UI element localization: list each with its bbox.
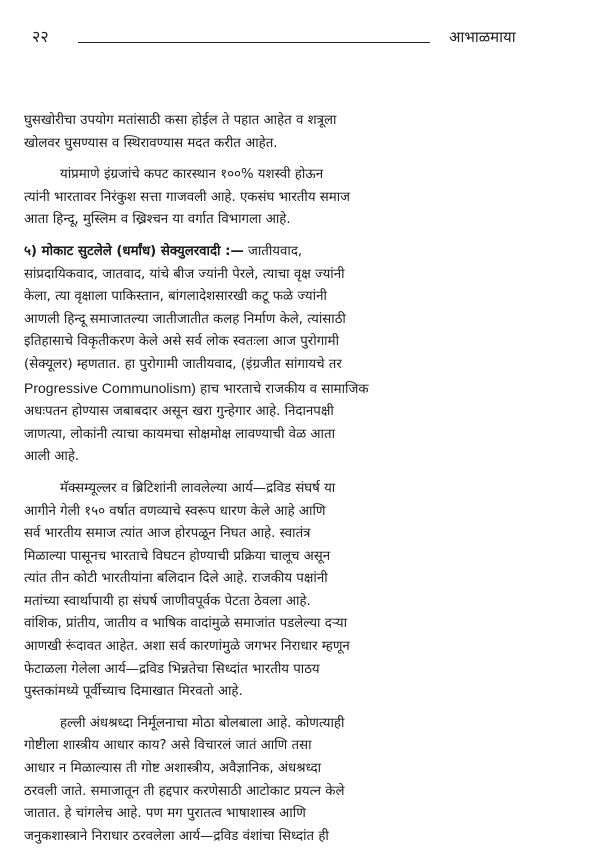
- line-tail: हाच भारताचे राजकीय व सामाजिक: [195, 381, 369, 397]
- text-line: इतिहासाचे विकृतीकरण केले असे सर्व लोक स्वतःला आज पुरोगामी: [24, 334, 340, 350]
- text-line: जातात. हे चांगलेच आहे. पण मग पुरातत्व भाषाशास्त्र आणि: [24, 806, 306, 822]
- text-line: (सेक्यूलर) म्हणतात. हा पुरोगामी जातीयवाद, (इंग्रजीत सांगायचे तर: [24, 356, 342, 372]
- text-line: मिळाल्या पासूनच भारताचे विघटन होण्याची प्रक्रिया चालूच असून: [24, 548, 331, 564]
- paragraph-5: [24, 713, 572, 849]
- text-line: सांप्रदायिकवाद, जातवाद, यांचे बीज ज्यांनी पेरले, त्याचा वृक्ष ज्यांनी: [24, 266, 345, 282]
- text-line: केला, त्या वृक्षाला पाकिस्तान, बांगलादेशसारखी कटू फळे ज्यांनी: [24, 289, 327, 305]
- text-line: फेटाळला गेलेला आर्य—द्रविड भिन्नतेचा सिध्दांत भारतीय पाठय: [24, 661, 320, 677]
- text-line: आधार न मिळाल्यास ती गोष्ट अशास्त्रीय, अवैज्ञानिक, अंधश्रध्दा: [24, 761, 322, 777]
- text-line: ठरवली जाते. समाजातून ती हद्दपार करणेसाठी आटोकाट प्रयत्न केले: [24, 783, 345, 799]
- body-text: [24, 110, 572, 857]
- text-line: आणखी रूंदावत आहेत. अशा सर्व कारणांमुळे जगभर निराधार म्हणून: [24, 639, 350, 655]
- running-title: आभाळमाया: [449, 28, 516, 46]
- paragraph-2: [24, 164, 572, 232]
- text-line: यांप्रमाणे इंग्रजांचे कपट कारस्थान १००% यशस्वी होऊन: [60, 167, 324, 183]
- page-header: [24, 26, 572, 52]
- text-line: मतांच्या स्वार्थापायी हा संघर्ष जाणीवपूर्वक पेटता ठेवला आहे.: [24, 593, 311, 609]
- text-line: अधःपतन होण्यास जबाबदार असून खरा गुन्हेगार आहे. निदानपक्षी: [24, 404, 334, 420]
- book-page: [24, 26, 572, 844]
- text-line: हल्ली अंधश्रध्दा निर्मूलनाचा मोठा बोलबाला आहे. कोणत्याही: [60, 715, 345, 731]
- text-line: खोलवर घुसण्यास व स्थिरावण्यास मदत करीत आहेत.: [24, 135, 278, 151]
- page-number: २२: [32, 27, 49, 46]
- english-phrase: Progressive Communolism): [24, 379, 196, 396]
- text-line: [24, 377, 572, 402]
- text-line: घुसखोरीचा उपयोग मतांसाठी कसा होईल ते पहात आहेत व शत्रूला: [24, 113, 337, 128]
- text-line: आगीने गेली १५० वर्षात वणव्याचे स्वरूप धारण केले आहे आणि: [24, 503, 326, 519]
- text-line: वांशिक, प्रांतीय, जातीय व भाषिक वादांमुळे समाजांत पडलेल्या दऱ्या: [24, 616, 348, 632]
- header-rule: [78, 42, 430, 43]
- text-line: त्यांनी भारतावर निरंकुश सत्ता गाजवली आहे. एकसंघ भारतीय समाज: [24, 189, 351, 205]
- section-heading: ५) मोकाट सुटलेले (धर्मांध) सेक्युलरवादी :—: [24, 243, 244, 259]
- text-line: त्यांत तीन कोटी भारतीयांना बलिदान दिले आहे. राजकीय पक्षांनी: [24, 571, 328, 587]
- text-line: [24, 241, 572, 264]
- text-line: सर्व भारतीय समाज त्यांत आज होरपळून निघत आहे. स्वातंत्र: [24, 526, 311, 542]
- heading-continuation: जातीयवाद,: [243, 243, 303, 259]
- text-line: गोष्टीला शास्त्रीय आधार काय? असे विचारलं जातं आणि तसा: [24, 738, 312, 754]
- paragraph-3: [24, 241, 572, 469]
- text-line: आणली हिन्दू समाजातल्या जातीजातीत कलह निर्माण केले, त्यांसाठी: [24, 311, 346, 327]
- text-line: मॅक्सम्यूल्लर व ब्रिटिशांनी लावलेल्या आर्य—द्रविड संघर्ष या: [60, 480, 336, 496]
- text-line: जनुकशास्त्राने निराधार ठरवलेला आर्य—द्रविड वंशांचा सिध्दांत ही: [24, 828, 329, 844]
- paragraph-4: [24, 478, 572, 704]
- text-line: पुस्तकांमध्ये पूर्वीच्याच दिमाखात मिरवतो आहे.: [24, 684, 243, 700]
- paragraph-1: [24, 110, 572, 155]
- text-line: आली आहे.: [24, 449, 80, 465]
- text-line: आता हिन्दू, मुस्लिम व ख्रिश्चन या वर्गात विभागला आहे.: [24, 212, 291, 228]
- text-line: जाणत्या, लोकांनी त्याचा कायमचा सोक्षमोक्ष लावण्याची वेळ आता: [24, 426, 336, 442]
